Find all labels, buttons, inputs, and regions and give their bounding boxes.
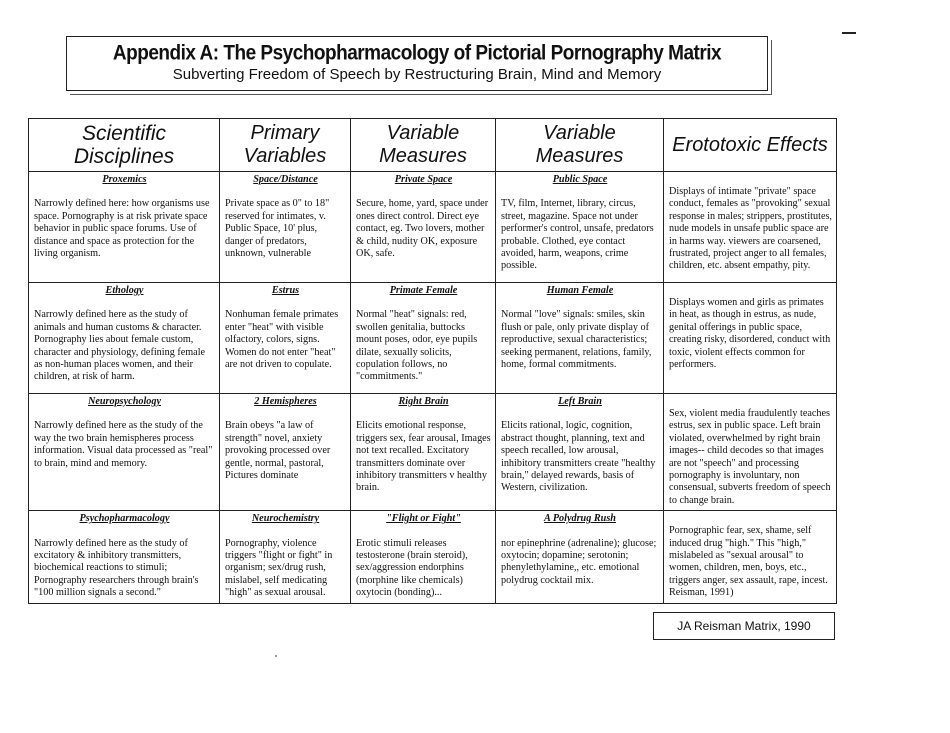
cell-text: nor epinephrine (adrenaline); glucose; oxytocin; dopamine; serotonin; phenylethylamine,, etc. emotional polydrug cocktail mix. xyxy=(501,537,657,586)
table-cell xyxy=(220,172,351,283)
title-box xyxy=(66,36,768,91)
cell-text: Secure, home, yard, space under ones direct control. Direct eye contact, eg. Two lovers, mother & child, nudity OK, exposure OK, safe. xyxy=(356,198,489,260)
cell-heading: "Flight or Fight" xyxy=(386,513,461,525)
cell-heading: Psychopharmacology xyxy=(79,513,170,525)
table-cell xyxy=(496,283,664,394)
header-scientific-disciplines: Scientific Disciplines xyxy=(29,119,220,172)
cell-text: Pornography, violence triggers "flight or fight" in organism; sex/drug rush, mislabel, self medicating "high" as sexual arousal. xyxy=(225,537,333,599)
scan-speck xyxy=(275,655,277,657)
header-row xyxy=(29,119,837,172)
cell-text: Nonhuman female primates enter "heat" with visible olfactory, colors, signs. Women do not enter "heat" are not driven to copulate. xyxy=(225,309,339,371)
cell-heading: Space/Distance xyxy=(253,174,318,185)
effect-text: Displays women and girls as primates in heat, as though in estrus, as nude, genital offerings in public space, creating risky, disordered, conduct with toxic, violent effects common for performers. xyxy=(669,297,831,371)
cell-heading: 2 Hemispheres xyxy=(254,396,317,407)
table-row xyxy=(29,511,837,603)
credit-text: JA Reisman Matrix, 1990 xyxy=(677,619,811,633)
cell-heading: Neurochemistry xyxy=(251,513,320,525)
table-cell xyxy=(29,511,220,603)
table-cell xyxy=(351,394,496,511)
header-erototoxic-effects: Erototoxic Effects xyxy=(664,119,837,172)
table-row xyxy=(29,172,837,283)
cell-text: Private space as 0" to 18" reserved for intimates, v. Public Space, 10' plus, danger of predators, unknown, vulnerable xyxy=(225,198,330,260)
table-cell xyxy=(220,394,351,511)
cell-text: Narrowly defined here as the study of animals and human customs & character. Pornography lies about female custom, character and physiology, defining female as non-human places women, and their children, at risk of harm. xyxy=(34,309,206,383)
document-subtitle: Subverting Freedom of Speech by Restructuring Brain, Mind and Memory xyxy=(172,66,662,83)
table-cell xyxy=(29,394,220,511)
table-cell xyxy=(351,172,496,283)
cell-text: Elicits emotional response, triggers sex, fear arousal, Images not text recalled. Excitatory transmitters dominate over inhibitory transmitters v healthy brain. xyxy=(356,420,491,494)
cell-text: Erotic stimuli releases testosterone (brain steroid), sex/aggression endorphins (morphine like chemicals) oxytocin (bonding)... xyxy=(356,537,468,599)
cell-heading: Estrus xyxy=(271,285,300,296)
table-cell xyxy=(29,283,220,394)
header-variable-measures-2: Variable Measures xyxy=(496,119,664,172)
cell-heading: Neuropsychology xyxy=(87,396,161,407)
header-primary-variables: Primary Variables xyxy=(220,119,351,172)
cell-text: Narrowly defined here: how organisms use space. Pornography is at risk private space behavior in public space forums. Use of distance and space as protection for the living organism. xyxy=(34,198,210,260)
table-cell xyxy=(220,511,351,603)
document-title: Appendix A: The Psychopharmacology of Pictorial Pornography Matrix xyxy=(112,41,722,65)
cell-heading: Primate Female xyxy=(389,285,458,296)
cell-heading: Left Brain xyxy=(558,396,602,407)
cell-text: Elicits rational, logic, cognition, abstract thought, planning, text and speech recalled, low arousal, inhibitory transmitters create "healthy brain," delayed rewards, basis of Western, civilization. xyxy=(501,420,656,494)
cell-heading: A Polydrug Rush xyxy=(544,513,616,525)
table-cell xyxy=(664,283,837,394)
table-cell xyxy=(220,283,351,394)
header-variable-measures-1: Variable Measures xyxy=(351,119,496,172)
table-cell xyxy=(351,511,496,603)
cell-text: Brain obeys "a law of strength" novel, anxiety provoking processed over gentle, normal, pastoral, Pictures dominate xyxy=(225,420,331,482)
cell-text: Normal "love" signals: smiles, skin flush or pale, only private display of reproductive, sexual characteristics; seeking permanent, relations, family, home, formal commitments. xyxy=(501,309,652,371)
table-cell xyxy=(664,511,837,603)
table-cell xyxy=(496,172,664,283)
table-cell xyxy=(29,172,220,283)
credit-box xyxy=(653,612,835,640)
cell-text: TV, film, Internet, library, circus, street, magazine. Space not under performer's control, unsafe, predators probable. Clothed, eye contact avoided, harm, weapons, crime possible. xyxy=(501,198,654,272)
table-cell xyxy=(496,394,664,511)
cell-heading: Ethology xyxy=(105,285,144,296)
cell-text: Narrowly defined here as the study of the way the two brain hemispheres process information. Visual data processed as "real" to brain, mind and memory. xyxy=(34,420,213,469)
cell-heading: Public Space xyxy=(552,174,608,185)
matrix-table xyxy=(28,118,837,604)
cell-heading: Private Space xyxy=(394,174,453,185)
table-row xyxy=(29,283,837,394)
effect-text: Pornographic fear, sex, shame, self induced drug "high." This "high," mislabeled as "sexual arousal" to women, children, men, boys, etc., triggers anger, sex assault, rape, incest. Reisman, 1991) xyxy=(669,525,828,599)
table-cell xyxy=(664,172,837,283)
cell-heading: Proxemics xyxy=(102,174,147,185)
table-row xyxy=(29,394,837,511)
corner-dash xyxy=(842,32,856,34)
table-cell xyxy=(496,511,664,603)
table-cell xyxy=(664,394,837,511)
cell-heading: Human Female xyxy=(546,285,614,296)
cell-text: Normal "heat" signals: red, swollen genitalia, buttocks mount poses, odor, eye pupils dilate, sexually solicits, copulation follows, no "commitments." xyxy=(356,309,478,383)
cell-heading: Right Brain xyxy=(398,396,449,407)
effect-text: Displays of intimate "private" space conduct, females as "provoking" sexual response in males; strippers, prostitutes, nude models in unsafe public space are in harms way. viewers are coarsened, frustrated, project anger to all females, children, etc. absent empathy, pity. xyxy=(669,186,832,272)
effect-text: Sex, violent media fraudulently teaches estrus, sex in public space. Left brain violated, overwhelmed by right brain images-- child decodes so that images are not "speech" and processing pornography is involuntary, non consensual, subverts freedom of speech to change brain. xyxy=(669,408,831,506)
table-cell xyxy=(351,283,496,394)
cell-text: Narrowly defined here as the study of excitatory & inhibitory transmitters, biochemical reactions to stimuli; Pornography researchers through brain's "100 million signals a second." xyxy=(34,537,199,599)
